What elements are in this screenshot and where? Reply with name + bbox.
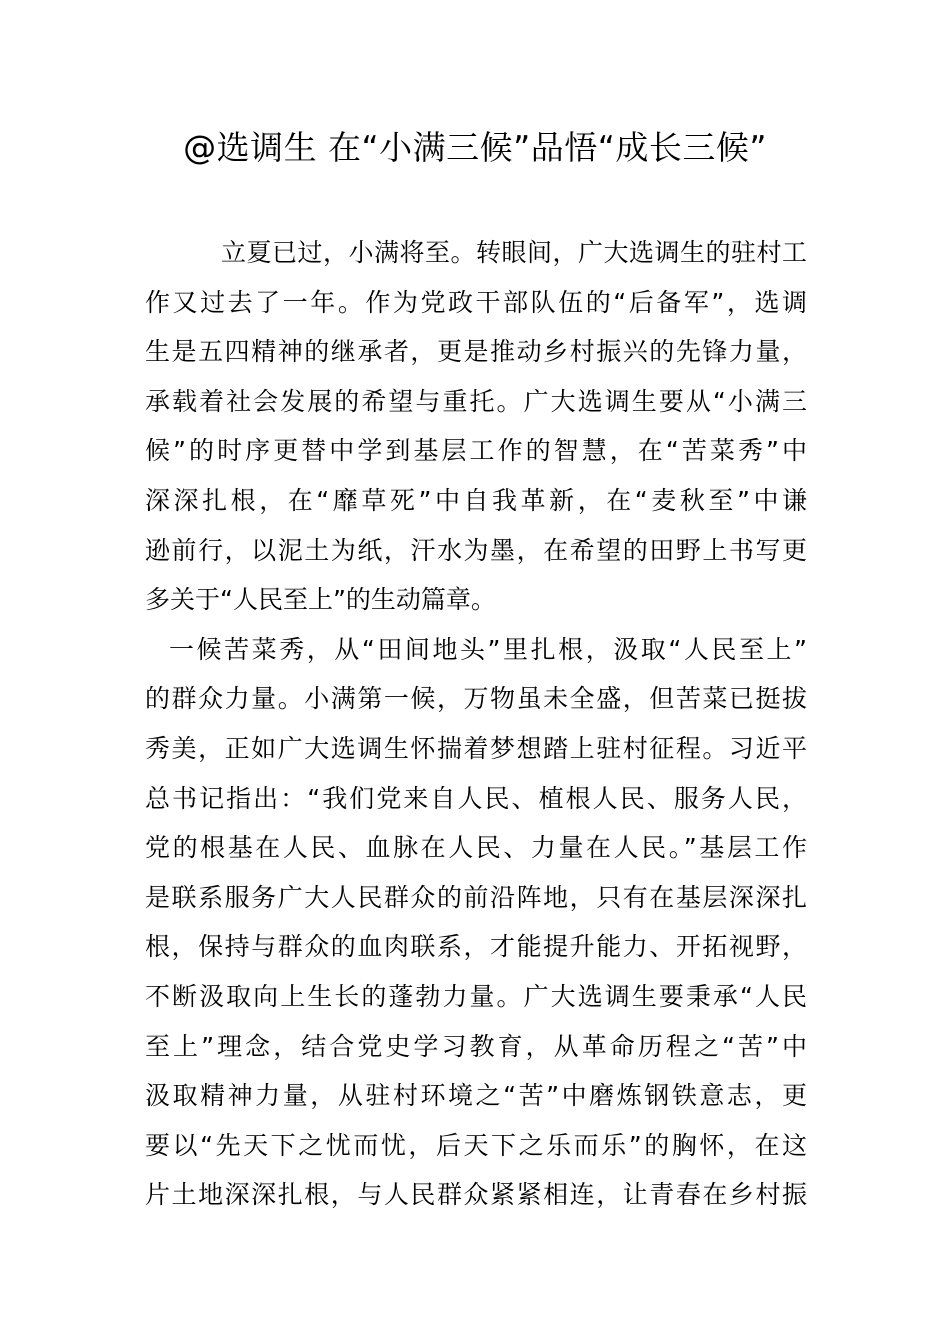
document-body <box>145 228 807 1220</box>
text-line: 是联系服务广大人民群众的前沿阵地，只有在基层深深扎 <box>145 882 807 912</box>
text-line: 秀美，正如广大选调生怀揣着梦想踏上驻村征程。习近平 <box>145 733 807 763</box>
text-line: 深深扎根，在“靡草死”中自我革新，在“麦秋至”中谦 <box>145 485 807 515</box>
text-line: 根，保持与群众的血肉联系，才能提升能力、开拓视野， <box>145 932 807 962</box>
text-line: 不断汲取向上生长的蓬勃力量。广大选调生要秉承“人民 <box>145 981 807 1011</box>
text-line: 作又过去了一年。作为党政干部队伍的“后备军”，选调 <box>145 287 807 317</box>
paragraph-2 <box>145 625 807 1220</box>
text-line: 的群众力量。小满第一候，万物虽未全盛，但苦菜已挺拔 <box>145 684 807 714</box>
text-line: 总书记指出：“我们党来自人民、植根人民、服务人民， <box>145 783 807 813</box>
text-line: 多关于“人民至上”的生动篇章。 <box>145 585 496 615</box>
text-line: 承载着社会发展的希望与重托。广大选调生要从“小满三 <box>145 386 807 416</box>
text-line: 要以“先天下之忧而忧，后天下之乐而乐”的胸怀，在这 <box>145 1130 807 1160</box>
text-line: 片土地深深扎根，与人民群众紧紧相连，让青春在乡村振 <box>145 1180 807 1210</box>
text-line: 党的根基在人民、血脉在人民、力量在人民。”基层工作 <box>145 833 807 863</box>
document-title: @选调生 在“小满三候”品悟“成长三候” <box>183 128 767 167</box>
text-line: 候”的时序更替中学到基层工作的智慧，在“苦菜秀”中 <box>145 436 807 466</box>
text-line: 生是五四精神的继承者，更是推动乡村振兴的先锋力量， <box>145 337 807 367</box>
text-line: 一候苦菜秀，从“田间地头”里扎根，汲取“人民至上” <box>169 634 807 664</box>
text-line: 立夏已过，小满将至。转眼间，广大选调生的驻村工 <box>221 238 807 267</box>
text-line: 逊前行，以泥土为纸，汗水为墨，在希望的田野上书写更 <box>145 535 807 565</box>
text-line: 至上”理念，结合党史学习教育，从革命历程之“苦”中 <box>145 1031 807 1061</box>
paragraph-1 <box>145 228 807 625</box>
text-line: 汲取精神力量，从驻村环境之“苦”中磨炼钢铁意志，更 <box>145 1081 807 1111</box>
